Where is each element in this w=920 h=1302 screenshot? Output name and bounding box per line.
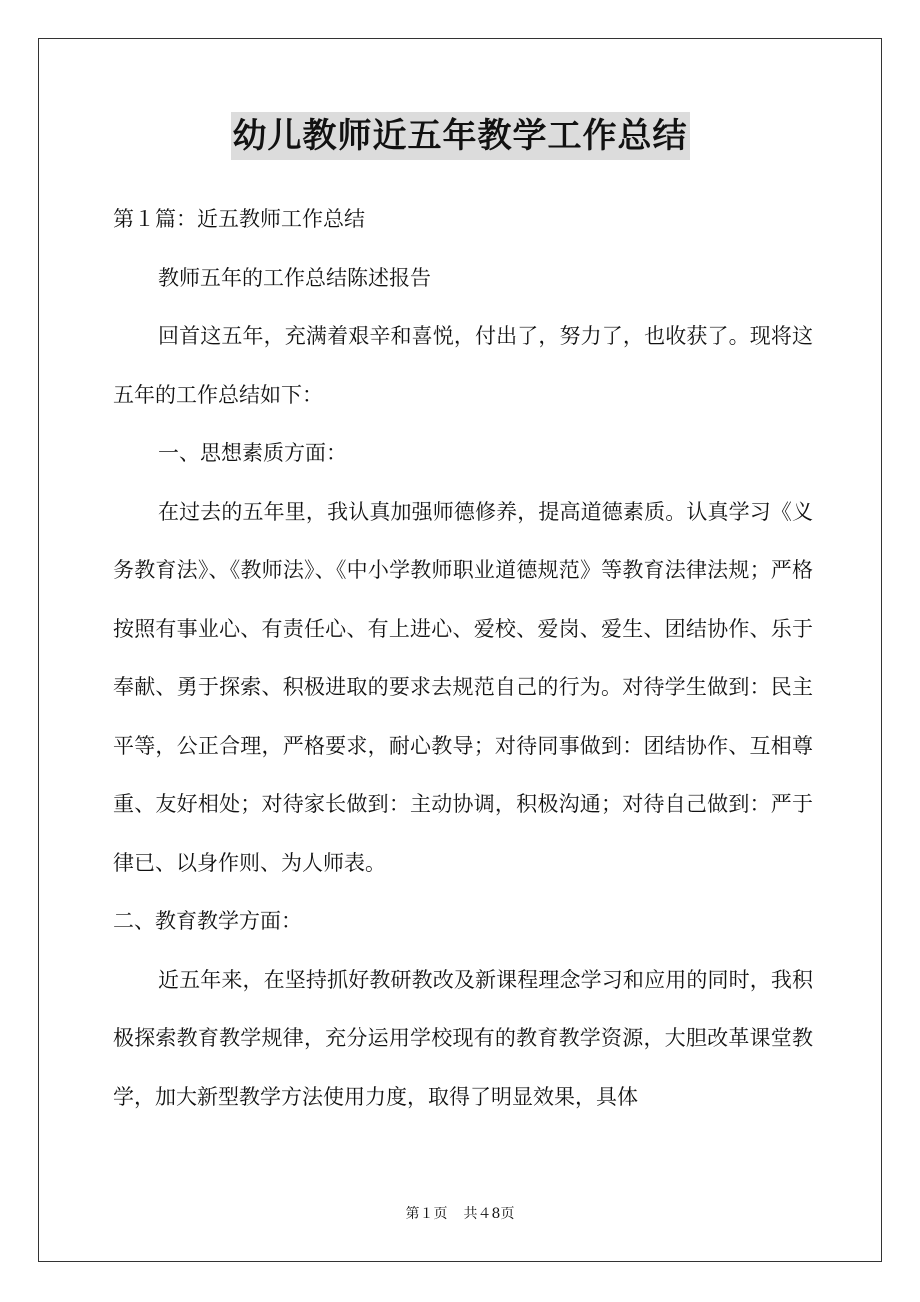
paragraph: 在过去的五年里，我认真加强师德修养，提高道德素质。认真学习《义务教育法》、《教师法》、《中小学教师职业道德规范》等教育法律法规；严格按照有事业心、有责任心、有上进心、爱校、爱岗、爱生、团结协作、乐于奉献、勇于探索、积极进取的要求去规范自己的行为。对待学生做到：民主平等，公正合理，严格要求，耐心教导；对待同事做到：团结协作、互相尊重、友好相处；对待家长做到：主动协调，积极沟通；对待自己做到：严于律已、以身作则、为人师表。 bbox=[113, 499, 813, 875]
document-body bbox=[113, 190, 813, 1126]
page-footer bbox=[0, 1204, 920, 1224]
paragraph: 近五年来，在坚持抓好教研教改及新课程理念学习和应用的同时，我积极探索教育教学规律，充分运用学校现有的教育教学资源，大胆改革课堂教学，加大新型教学方法使用力度，取得了明显效果，具体 bbox=[113, 967, 813, 1109]
title-container bbox=[0, 112, 920, 160]
paragraph: 一、思想素质方面： bbox=[158, 441, 347, 465]
document-title: 幼儿教师近五年教学工作总结 bbox=[231, 112, 690, 160]
page-total: 共４8页 bbox=[463, 1206, 515, 1222]
paragraph: 教师五年的工作总结陈述报告 bbox=[158, 265, 431, 290]
paragraph: 第１篇：近五教师工作总结 bbox=[113, 207, 365, 231]
paragraph: 二、教育教学方面： bbox=[113, 909, 302, 933]
page-number: 第１页 bbox=[405, 1206, 448, 1222]
paragraph: 回首这五年，充满着艰辛和喜悦，付出了，努力了，也收获了。现将这五年的工作总结如下： bbox=[113, 324, 813, 407]
